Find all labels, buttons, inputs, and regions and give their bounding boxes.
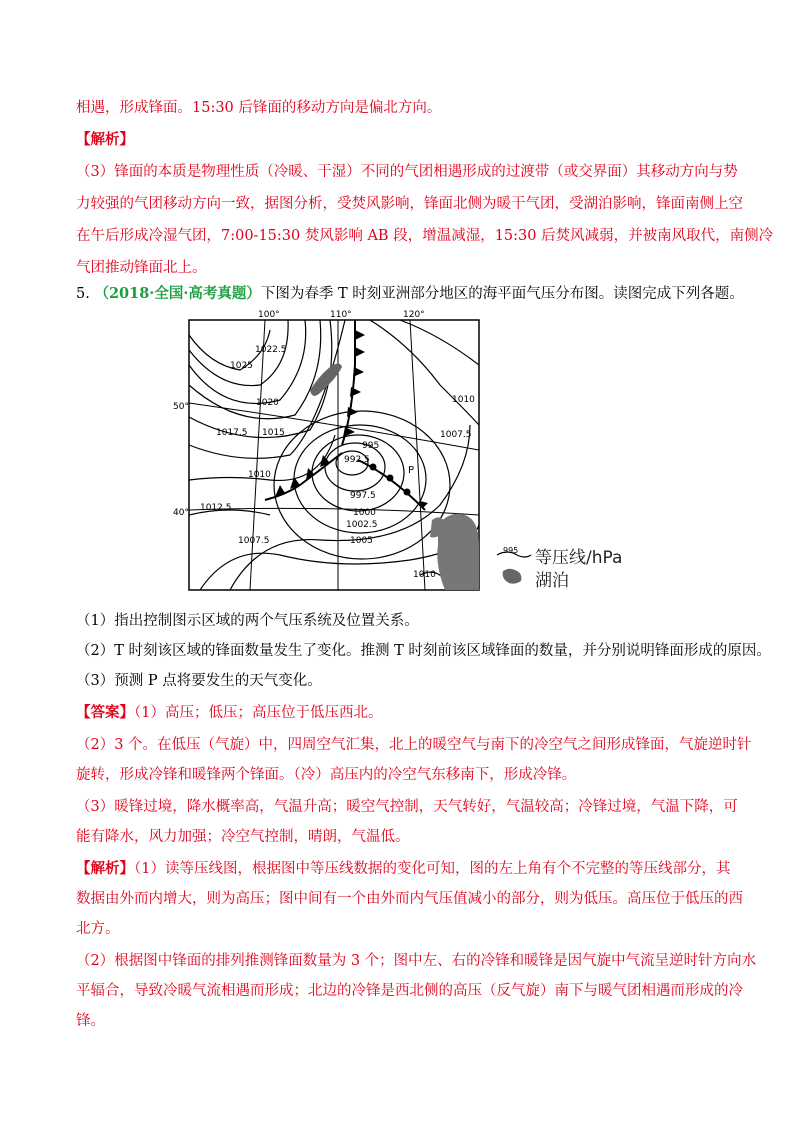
isobar-label: 1022.5 xyxy=(255,345,287,355)
analysis3-line-1: （3）锋面的本质是物理性质（冷暖、干湿）不同的气团相遇形成的过渡带（或交界面）其移动方向与势 xyxy=(76,164,738,180)
lon-label-120: 120° xyxy=(403,310,425,320)
isobar-label: 1005 xyxy=(350,536,373,546)
lat-label-40: 40° xyxy=(173,508,189,518)
analysis1-line-3: 北方。 xyxy=(76,921,120,937)
analysis1-line-1 xyxy=(76,859,730,879)
analysis3-line-2: 力较强的气团移动方向一致，据图分析，受焚风影响，锋面北侧为暖干气团，受湖泊影响，锋面南侧上空 xyxy=(76,196,743,212)
legend-symbols xyxy=(495,543,535,589)
legend-lake-label: 湖泊 xyxy=(535,571,569,591)
isobar-label: 1010 xyxy=(413,570,436,580)
isobar-label: 1012.5 xyxy=(200,503,232,513)
analysis2-line-2: 平辐合，导致冷暖气流相遇而形成；北边的冷锋是西北侧的高压（反气旋）南下与暖气团相遇而形成的冷 xyxy=(76,983,743,999)
answer3-tail: 相遇，形成锋面。15:30 后锋面的移动方向是偏北方向。 xyxy=(76,100,442,116)
lon-label-100: 100° xyxy=(258,310,280,320)
isobar-label: 995 xyxy=(362,441,380,451)
answer-label: 【答案】 xyxy=(76,704,134,721)
isobar-label: 1020 xyxy=(256,398,279,408)
analysis1-text-1: （1）读等压线图，根据图中等压线数据的变化可知，图的左上角有个不完整的等压线部分，其 xyxy=(134,861,731,877)
map-legend xyxy=(495,543,645,589)
answer2-line-1: （2）3 个。在低压（气旋）中，四周空气汇集，北上的暖空气与南下的冷空气之间形成锋面，气旋逆时针 xyxy=(76,737,752,753)
analysis-label: 【解析】 xyxy=(76,860,134,877)
isobar-label: 1007.5 xyxy=(440,430,472,440)
lon-label-110: 110° xyxy=(330,310,352,320)
answer2-line-2: 旋转，形成冷锋和暖锋两个锋面。（冷）高压内的冷空气东移南下，形成冷锋。 xyxy=(76,767,577,783)
question-number: 5. xyxy=(76,286,90,302)
analysis2-line-3: 锋。 xyxy=(76,1013,105,1029)
isobar-label: 1025 xyxy=(230,361,253,371)
analysis2-line-1: （2）根据图中锋面的排列推测锋面数量为 3 个；图中左、右的冷锋和暖锋是因气旋中气流呈逆时针方向水 xyxy=(76,953,757,969)
question-source: （2018·全国·高考真题） xyxy=(94,285,261,302)
isobar-label: 1007.5 xyxy=(238,536,270,546)
isobar-label: 1010 xyxy=(248,470,271,480)
answer1-text: （1）高压；低压；高压位于低压西北。 xyxy=(134,705,383,721)
isobar-label: 992.5 xyxy=(344,455,370,465)
isobar-label: 1002.5 xyxy=(346,520,378,530)
isobar-label: 1000 xyxy=(353,508,376,518)
question-5-3: （3）预测 P 点将要发生的天气变化。 xyxy=(76,673,322,689)
answer-line-1 xyxy=(76,703,382,723)
analysis3-line-3: 在午后形成冷湿气团，7:00-15:30 焚风影响 AB 段，增温减湿，15:30 后焚风减弱，并被南风取代，南侧冷 xyxy=(76,228,774,244)
isobar-map xyxy=(170,305,510,595)
point-p-label: P xyxy=(408,465,415,476)
isobar-label: 997.5 xyxy=(350,491,376,501)
answer3-line-2: 能有降水，风力加强；冷空气控制，晴朗，气温低。 xyxy=(76,829,410,845)
jiexi-label: 【解析】 xyxy=(76,131,134,148)
question-stem-text: 下图为春季 T 时刻亚洲部分地区的海平面气压分布图。读图完成下列各题。 xyxy=(260,286,744,302)
question-5-stem xyxy=(76,284,744,304)
analysis1-line-2: 数据由外而内增大，则为高压；图中间有一个由外而内气压值减小的部分，则为低压。高压位于低压的西 xyxy=(76,891,743,907)
question-5-2: （2）T 时刻该区域的锋面数量发生了变化。推测 T 时刻前该区域锋面的数量，并分别说明锋面形成的原因。 xyxy=(76,643,771,659)
analysis3-line-4: 气团推动锋面北上。 xyxy=(76,260,207,276)
legend-isobar-label: 等压线/hPa xyxy=(535,548,623,568)
isobar-label: 1015 xyxy=(262,428,285,438)
legend-isobar-sample: 995 xyxy=(503,546,519,555)
answer3-line-1: （3）暖锋过境，降水概率高，气温升高；暖空气控制，天气转好，气温较高；冷锋过境，气温下降，可 xyxy=(76,799,738,815)
lat-label-50: 50° xyxy=(173,402,189,412)
isobar-label: 1017.5 xyxy=(216,428,248,438)
legend-lake-icon xyxy=(503,569,522,584)
isobar-label: 1010 xyxy=(452,395,475,405)
question-5-1: （1）指出控制图示区域的两个气压系统及位置关系。 xyxy=(76,613,419,629)
